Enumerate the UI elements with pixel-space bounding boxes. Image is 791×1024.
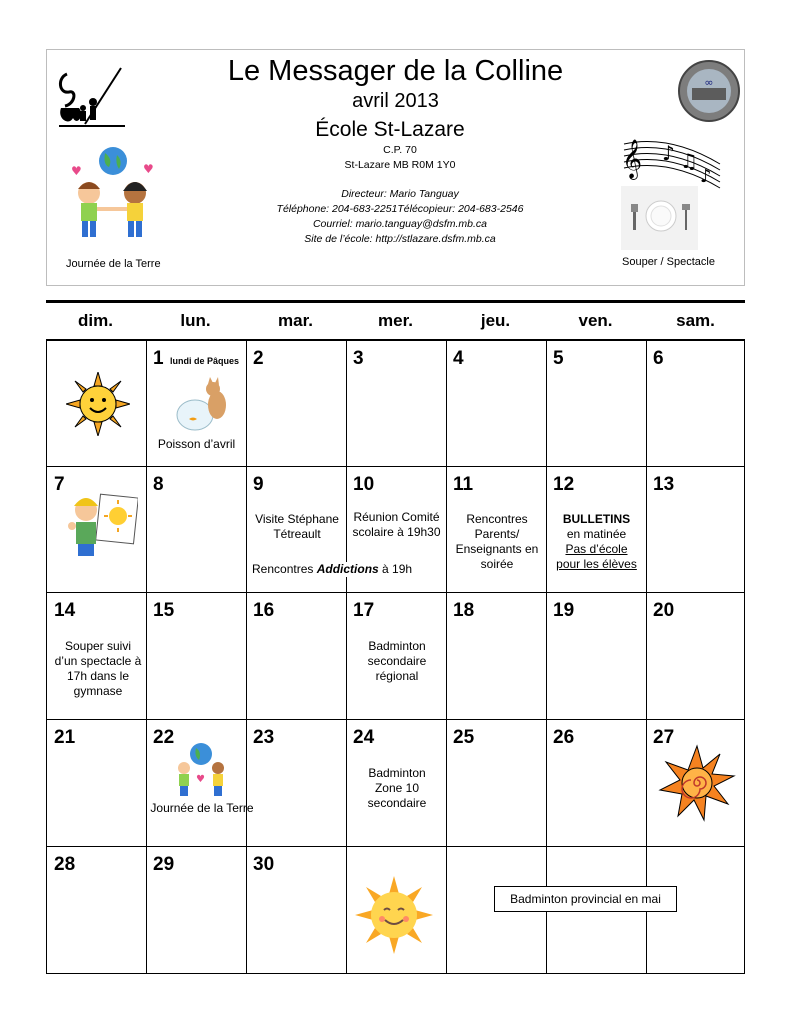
grid-vline <box>146 340 147 974</box>
date-9: 9 <box>253 474 264 495</box>
svg-text:♪: ♪ <box>662 141 675 165</box>
svg-text:∞: ∞ <box>704 76 714 89</box>
date-19: 19 <box>553 600 575 621</box>
date-2: 2 <box>253 348 264 369</box>
svg-text:𝄞: 𝄞 <box>622 139 643 179</box>
event-report-cards-time: en matinée <box>566 527 627 541</box>
event-school-committee: Réunion Comité scolaire à 19h30 <box>352 510 441 539</box>
date-26: 26 <box>553 727 575 748</box>
child-drawing-sun-icon <box>62 490 138 560</box>
date-1: 1 <box>153 348 164 369</box>
svg-text:♥: ♥ <box>196 774 205 785</box>
month-label: avril 2013 <box>352 90 439 112</box>
date-15: 15 <box>153 600 175 621</box>
svg-text:♥: ♥ <box>143 162 154 176</box>
date-3: 3 <box>353 348 364 369</box>
date-23: 23 <box>253 727 275 748</box>
grid-hline <box>46 466 745 467</box>
grid-hline <box>46 719 745 720</box>
event-addictions-emphasis: Addictions <box>316 562 379 576</box>
day-header-sun: dim. <box>78 311 113 330</box>
date-22: 22 <box>153 727 175 748</box>
address: St-Lazare MB R0M 1Y0 <box>344 159 456 171</box>
date-11: 11 <box>453 474 474 495</box>
event-dinner-show: Souper suivi d’un spectacle à 17h dans le gymnase <box>54 639 142 698</box>
date-28: 28 <box>54 854 76 875</box>
date-20: 20 <box>653 600 675 621</box>
newsletter-title: Le Messager de la Colline <box>227 55 564 87</box>
date-30: 30 <box>253 854 275 875</box>
date-4: 4 <box>453 348 464 369</box>
event-no-school-students: pour les élèves <box>556 557 637 571</box>
day-header-sat: sam. <box>676 311 715 330</box>
date-25: 25 <box>453 727 475 748</box>
earth-day-kids-icon <box>172 742 230 798</box>
badminton-provincial-note: Badminton provincial en mai <box>494 886 677 912</box>
smiling-sun-icon <box>355 876 433 954</box>
postal-box: C.P. 70 <box>383 144 417 156</box>
date-6: 6 <box>653 348 664 369</box>
grid-vline <box>546 340 547 974</box>
date-10: 10 <box>353 474 375 495</box>
date-13: 13 <box>653 474 675 495</box>
svg-text:♪: ♪ <box>700 166 712 187</box>
phones: Téléphone: 204-683-2251Télécopieur: 204-683-2546 <box>276 203 524 215</box>
right-caption: Souper / Spectacle <box>622 256 715 268</box>
calendar-top-rule <box>46 300 745 303</box>
svg-text:♫: ♫ <box>680 149 698 173</box>
grid-vline <box>46 340 47 974</box>
date-18: 18 <box>453 600 475 621</box>
date-8: 8 <box>153 474 164 495</box>
event-report-cards: BULLETINS <box>562 512 631 526</box>
grid-vline <box>744 340 745 974</box>
date-29: 29 <box>153 854 175 875</box>
day-header-thu: jeu. <box>480 311 511 330</box>
day-header-fri: ven. <box>578 311 613 330</box>
kids-globe-icon <box>63 145 163 245</box>
school-name: École St-Lazare <box>315 118 465 141</box>
svg-text:♥: ♥ <box>71 164 82 178</box>
event-parent-teacher: Rencontres Parents/ Enseignants en soirée <box>455 512 539 571</box>
date-14: 14 <box>54 600 76 621</box>
event-visit-tetreault: Visite Stéphane Tétreault <box>255 512 339 541</box>
grid-vline <box>646 340 647 974</box>
website: Site de l’école: http://stlazare.dsfm.mb.ca <box>304 233 496 245</box>
grid-hline <box>46 592 745 593</box>
event-badminton-zone: Badminton Zone 10 secondaire <box>367 766 427 810</box>
event-badminton-regional: Badminton secondaire régional <box>367 639 427 683</box>
date-21: 21 <box>54 727 76 748</box>
grid-vline <box>446 340 447 974</box>
date-27: 27 <box>653 727 675 748</box>
event-no-school: Pas d’école <box>565 542 628 556</box>
date-24: 24 <box>353 727 375 748</box>
easter-monday-note: lundi de Pâques <box>170 356 240 366</box>
day-header-tue: mar. <box>278 311 313 330</box>
grid-hline <box>46 973 745 974</box>
date-5: 5 <box>553 348 564 369</box>
event-addictions <box>252 562 422 577</box>
email: Courriel: mario.tanguay@dsfm.mb.ca <box>312 218 488 230</box>
grid-vline <box>246 340 247 974</box>
grid-hline <box>46 846 745 847</box>
day-header-wed: mer. <box>378 311 413 330</box>
date-17: 17 <box>353 600 375 621</box>
grid-vline <box>346 340 347 974</box>
event-addictions-prefix: Rencontres <box>252 562 317 576</box>
cat-fishbowl-icon <box>173 377 233 433</box>
spiral-sun-icon <box>658 744 736 822</box>
event-addictions-suffix: à 19h <box>378 562 413 576</box>
date-16: 16 <box>253 600 275 621</box>
date-12: 12 <box>553 474 575 495</box>
date-7: 7 <box>54 474 65 495</box>
event-earth-day: Journée de la Terre <box>150 801 254 815</box>
grid-hline <box>46 339 745 341</box>
director: Directeur: Mario Tanguay <box>341 188 459 200</box>
event-april-fools: Poisson d’avril <box>157 437 236 451</box>
sun-icon <box>66 372 130 436</box>
day-header-mon: lun. <box>180 311 211 330</box>
left-caption: Journée de la Terre <box>66 258 161 270</box>
